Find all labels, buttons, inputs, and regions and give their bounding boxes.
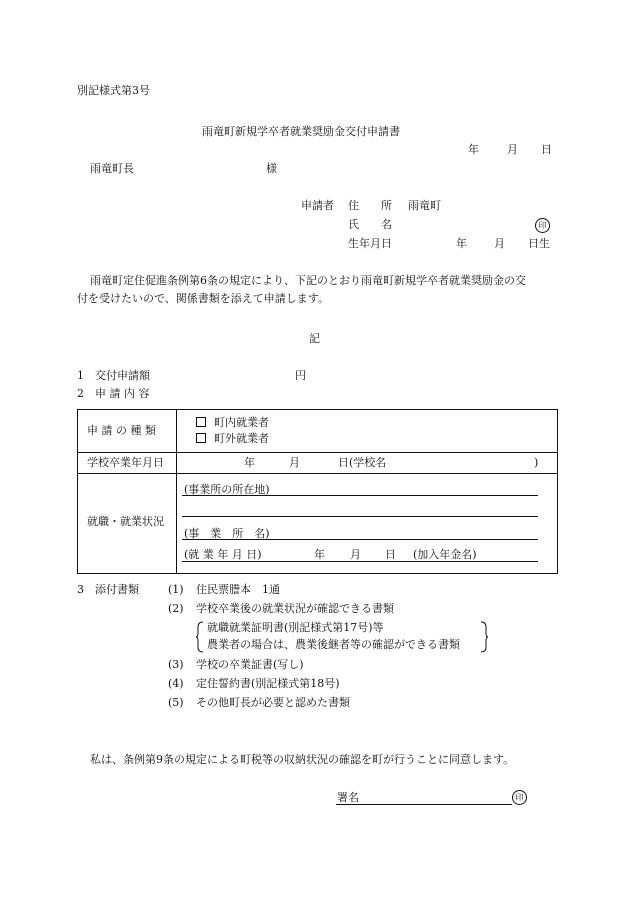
row2-label: 学校卒業年月日 — [87, 456, 164, 469]
doc-3-text: 学校の卒業証書(写し) — [196, 658, 304, 671]
doc-2-sub-1: 就職就業証明書(別記様式第17号)等 — [207, 621, 384, 634]
ki-heading: 記 — [309, 332, 320, 345]
body-line-2: 付を受けたいので、関係書類を添えて申請します。 — [77, 292, 329, 305]
item1-unit: 円 — [295, 369, 306, 382]
applicant-label: 申請者 — [301, 199, 334, 212]
option-out-town[interactable] — [196, 432, 269, 446]
row2-close: ) — [534, 456, 539, 469]
item3-label: 3 添付書類 — [77, 583, 139, 596]
table-divider-row1 — [77, 452, 557, 453]
birth-day: 日生 — [528, 237, 550, 250]
option-in-town[interactable] — [196, 416, 269, 430]
birth-label: 生年月日 — [348, 237, 392, 250]
item1-label: 1 交付申請額 — [77, 369, 150, 382]
right-bracket — [480, 621, 488, 653]
row1-label: 申 請 の 種 類 — [87, 424, 156, 437]
employment-day: 日 — [385, 548, 396, 561]
option-out-town-label: 町外就業者 — [214, 432, 269, 445]
row2-month: 月 — [289, 456, 300, 469]
doc-2-sub-2: 農業者の場合は、農業後継者等の確認ができる書類 — [207, 638, 460, 651]
form-title: 雨竜町新規学卒者就業奨励金交付申請書 — [202, 125, 400, 138]
item2-label: 2 申 請 内 容 — [77, 387, 150, 400]
left-bracket — [196, 621, 204, 653]
doc-5-num: (5) — [168, 696, 184, 709]
workplace-name-label: (事 業 所 名) — [184, 527, 270, 540]
doc-4-text: 定住誓約書(別記様式第18号) — [196, 677, 340, 690]
addressee-name: 雨竜町長 — [90, 162, 134, 175]
applicant-seal: 印 — [535, 218, 550, 233]
doc-1-num: (1) — [168, 583, 184, 596]
signature-seal: 印 — [512, 790, 527, 805]
row2-year: 年 — [244, 456, 255, 469]
birth-month: 月 — [494, 237, 505, 250]
birth-year: 年 — [456, 237, 467, 250]
doc-1-text: 住民票謄本 1通 — [196, 583, 280, 596]
workplace-address-label: (事業所の所在地) — [184, 483, 270, 496]
date-year: 年 — [468, 143, 479, 156]
row2-day-school: 日(学校名 — [338, 456, 387, 469]
employment-line — [182, 561, 538, 562]
row3-label: 就職・就業状況 — [87, 515, 164, 528]
body-line-1: 雨竜町定住促進条例第6条の規定により、下記のとおり雨竜町新規学卒者就業奨励金の交 — [90, 274, 526, 287]
doc-2-num: (2) — [168, 602, 184, 615]
table-divider-vertical — [176, 409, 177, 573]
doc-4-num: (4) — [168, 677, 184, 690]
checkbox-icon[interactable] — [196, 433, 206, 443]
address-value: 雨竜町 — [408, 199, 441, 212]
employment-month: 月 — [350, 548, 361, 561]
employment-date-label: (就 業 年 月 日) — [184, 548, 262, 561]
pension-label: (加入年金名) — [413, 548, 477, 561]
workplace-address-line-2 — [182, 516, 538, 517]
doc-5-text: その他町長が必要と認めた書類 — [196, 696, 350, 709]
workplace-name-line — [182, 539, 538, 540]
employment-year: 年 — [314, 548, 325, 561]
date-day: 日 — [541, 143, 552, 156]
date-month: 月 — [507, 143, 518, 156]
signature-label: 署名 — [337, 791, 359, 804]
form-number: 別記様式第3号 — [77, 84, 150, 97]
checkbox-icon[interactable] — [196, 417, 206, 427]
consent-text: 私は、条例第9条の規定による町税等の収納状況の確認を町が行うことに同意します。 — [90, 753, 515, 766]
table-divider-row2 — [77, 473, 557, 474]
name-label: 氏 名 — [348, 218, 392, 231]
signature-line — [336, 804, 512, 805]
addressee-honorific: 様 — [266, 162, 277, 175]
doc-2-text: 学校卒業後の就業状況が確認できる書類 — [196, 602, 394, 615]
option-in-town-label: 町内就業者 — [214, 416, 269, 429]
workplace-address-line — [182, 495, 538, 496]
address-label: 住 所 — [348, 199, 392, 212]
doc-3-num: (3) — [168, 658, 184, 671]
